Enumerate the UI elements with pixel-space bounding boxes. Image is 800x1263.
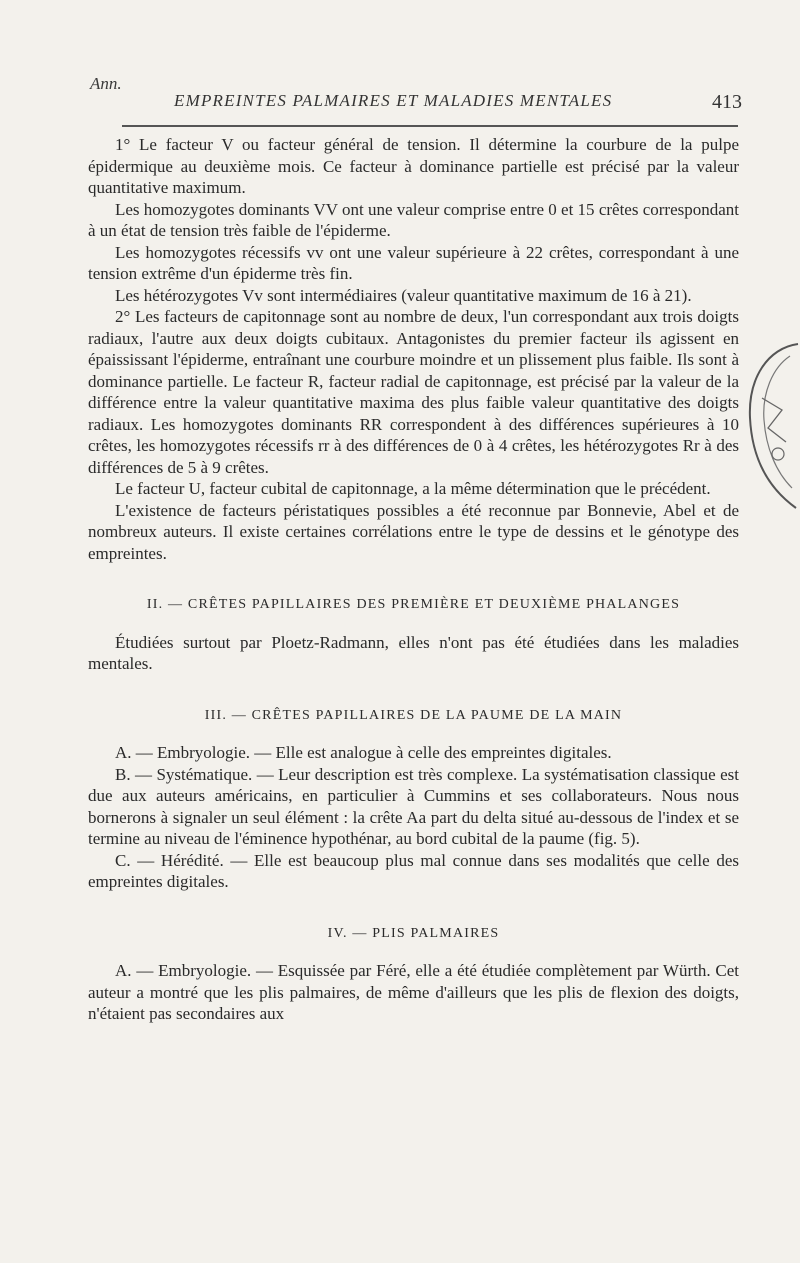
paragraph: A. — Embryologie. — Elle est analogue à celle des empreintes digitales. (115, 743, 612, 762)
paragraph: 1° Le facteur V ou facteur général de tension. Il détermine la courbure de la pulpe épidermique au deuxième mois. Ce facteur à dominance partielle est précisé par la valeur quantitative maximum. (88, 135, 739, 197)
paragraph: Les homozygotes récessifs vv ont une valeur supérieure à 22 crêtes, correspondant à une tension extrême d'un épiderme très fin. (88, 242, 739, 283)
section-heading-iii: III. — CRÊTES PAPILLAIRES DE LA PAUME DE LA MAIN (204, 707, 623, 723)
page-body (88, 134, 739, 1025)
library-stamp-icon (738, 338, 800, 518)
paragraph: L'existence de facteurs péristatiques possibles a été reconnue par Bonnevie, Abel et de nombreux auteurs. Il existe certaines corrélations entre le type de dessins et le génotype des empreintes. (88, 500, 739, 563)
paragraph: B. — Systématique. — Leur description est très complexe. La systématisation classique est due aux auteurs américains, en particulier à Cummins et ses collaborateurs. Nous nous bornerons à signaler un seul élément : la crête Aa part du delta situé au-dessous de l'index et se termine au niveau de l'éminence hypothénar, au bord cubital de la paume (fig. 5). (88, 764, 739, 848)
header-rule (122, 125, 738, 127)
section-heading-iv: IV. — PLIS PALMAIRES (327, 925, 500, 941)
paragraph: C. — Hérédité. — Elle est beaucoup plus mal connue dans ses modalités que celle des empreintes digitales. (88, 850, 739, 891)
section-heading-ii: II. — CRÊTES PAPILLAIRES DES PREMIÈRE ET DEUXIÈME PHALANGES (146, 597, 681, 612)
paragraph: Étudiées surtout par Ploetz-Radmann, elles n'ont pas été étudiées dans les maladies mentales. (88, 632, 739, 673)
library-annotation: Ann. (90, 74, 122, 93)
paragraph: 2° Les facteurs de capitonnage sont au nombre de deux, l'un correspondant aux trois doigts radiaux, l'autre aux deux doigts cubitaux. Antagonistes du premier facteur ils agissent en épaississant l'épiderme, entraînant une courbure moindre et un plissement plus faible. Ils sont à dominance partielle. Le facteur R, facteur radial de capitonnage, est précisé par la valeur de la différence entre la valeur quantitative maxima des plus faible valeur quantitative des doigts radiaux. Les homozygotes dominants RR correspondent à des différences supérieures à 10 crêtes, les homozygotes récessifs rr à des différences de 0 à 4 crêtes, les hétérozygotes Rr à des différences de 5 à 9 crêtes. (88, 307, 739, 477)
paragraph: Les hétérozygotes Vv sont intermédiaires (valeur quantitative maximum de 16 à 21). (115, 285, 692, 305)
page-number: 413 (712, 91, 742, 113)
paragraph: Le facteur U, facteur cubital de capitonnage, a la même détermination que le précédent. (115, 479, 711, 498)
paragraph: A. — Embryologie. — Esquissée par Féré, elle a été étudiée complètement par Würth. Cet auteur a montré que les plis palmaires, de même d'ailleurs que les plis de flexion des doigts, n'étaient pas secondaires aux (88, 961, 739, 1023)
running-title: EMPREINTES PALMAIRES ET MALADIES MENTALES (174, 91, 613, 110)
paragraph: Les homozygotes dominants VV ont une valeur comprise entre 0 et 15 crêtes correspondant à un état de tension très faible de l'épiderme. (88, 199, 739, 240)
